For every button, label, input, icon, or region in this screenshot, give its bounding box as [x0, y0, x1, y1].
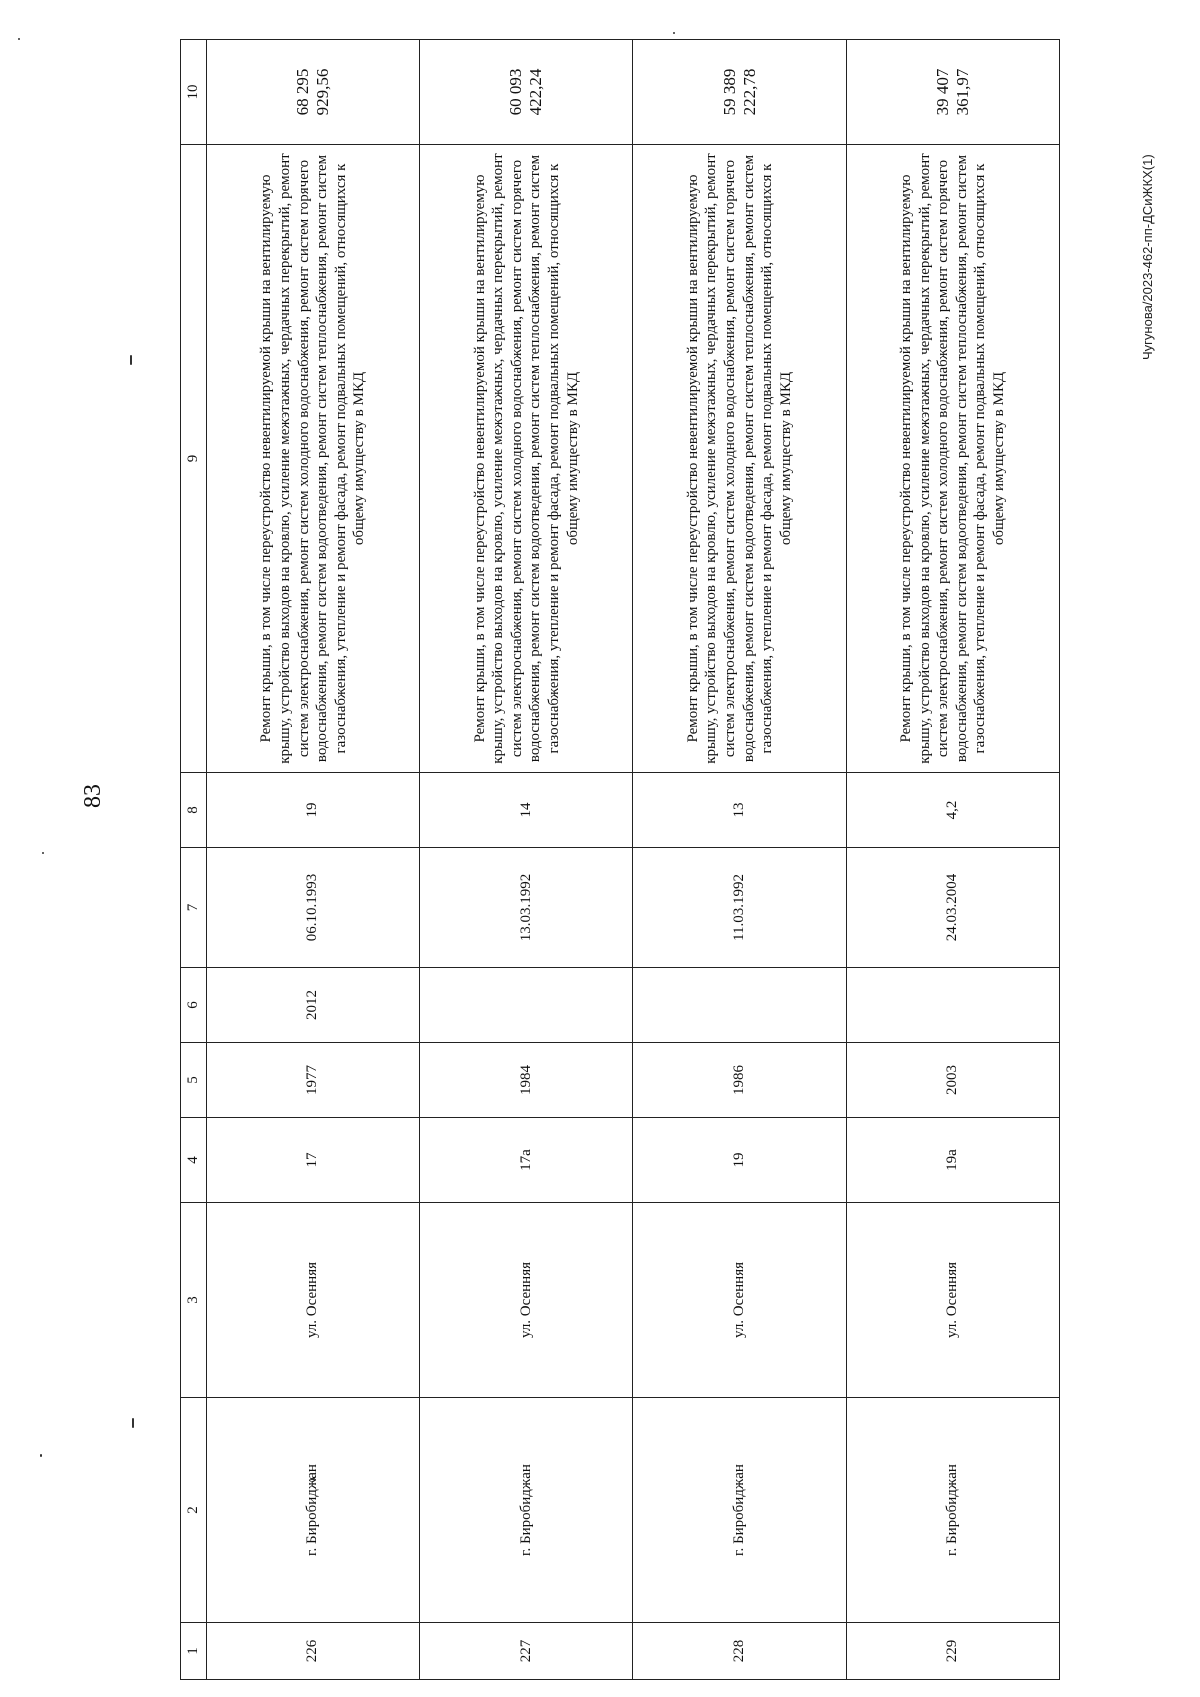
column-8-cell: 14	[420, 773, 633, 848]
column-header: 6	[181, 968, 207, 1043]
street-cell: ул. Осенняя	[846, 1203, 1059, 1398]
house-number-cell: 17а	[420, 1118, 633, 1203]
house-number-cell: 17	[207, 1118, 420, 1203]
table-row	[207, 40, 420, 1680]
row-number: 226	[207, 1623, 420, 1680]
house-number-cell: 19а	[846, 1118, 1059, 1203]
year-built-cell: 2003	[846, 1043, 1059, 1118]
cost-cell: 68 295 929,56	[207, 40, 420, 145]
works-description-cell: Ремонт крыши, в том числе переустройство невентилируемой крыши на вентилируемую крышу, устройство выходов на кровлю, усиление межэтажных, чердачных перекрытий, ремонт систем электроснабжения, ремонт систем холодного водоснабжения, ремонт систем горячего водоснабжения, ремонт систем водоотведения, ремонт систем теплоснабжения, ремонт систем газоснабжения, утепление и ремонт фасада, ремонт подвальных помещений, относящихся к общему имуществу в МКД	[420, 145, 633, 773]
scan-speck	[40, 1454, 42, 1457]
table-row	[846, 40, 1059, 1680]
scan-speck	[132, 1418, 134, 1428]
city-cell: г. Биробиджан	[633, 1398, 846, 1623]
street-cell: ул. Осенняя	[633, 1203, 846, 1398]
document-code: Чугунова/2023-462-пп-ДСиЖКХ(1)	[1140, 154, 1155, 360]
city-cell: г. Биробиджан	[420, 1398, 633, 1623]
cost-cell: 39 407 361,97	[846, 40, 1059, 145]
city-cell: г. Биробиджан	[846, 1398, 1059, 1623]
cost-cell: 59 389 222,78	[633, 40, 846, 145]
header-row	[181, 40, 207, 1680]
year-built-cell: 1977	[207, 1043, 420, 1118]
column-8-cell: 4,2	[846, 773, 1059, 848]
scan-speck	[673, 32, 675, 34]
column-header: 9	[181, 145, 207, 773]
table-row	[633, 40, 846, 1680]
date-cell: 13.03.1992	[420, 848, 633, 968]
column-header: 10	[181, 40, 207, 145]
rotated-table-wrapper	[180, 40, 1060, 1680]
column-header: 3	[181, 1203, 207, 1398]
date-cell: 11.03.1992	[633, 848, 846, 968]
column-6-cell	[633, 968, 846, 1043]
column-8-cell: 13	[633, 773, 846, 848]
works-description-cell: Ремонт крыши, в том числе переустройство невентилируемой крыши на вентилируемую крышу, устройство выходов на кровлю, усиление межэтажных, чердачных перекрытий, ремонт систем электроснабжения, ремонт систем холодного водоснабжения, ремонт систем горячего водоснабжения, ремонт систем водоотведения, ремонт систем теплоснабжения, ремонт систем газоснабжения, утепление и ремонт фасада, ремонт подвальных помещений, относящихся к общему имуществу в МКД	[207, 145, 420, 773]
page-number: 83	[80, 784, 106, 808]
scan-speck	[18, 38, 20, 40]
year-built-cell: 1986	[633, 1043, 846, 1118]
table-row	[420, 40, 633, 1680]
city-cell: г. Биробиджан	[207, 1398, 420, 1623]
column-header: 5	[181, 1043, 207, 1118]
scan-speck	[130, 355, 132, 365]
row-number: 227	[420, 1623, 633, 1680]
street-cell: ул. Осенняя	[207, 1203, 420, 1398]
scan-speck	[42, 852, 44, 854]
cost-cell: 60 093 422,24	[420, 40, 633, 145]
date-cell: 06.10.1993	[207, 848, 420, 968]
column-8-cell: 19	[207, 773, 420, 848]
column-header: 7	[181, 848, 207, 968]
works-description-cell: Ремонт крыши, в том числе переустройство невентилируемой крыши на вентилируемую крышу, устройство выходов на кровлю, усиление межэтажных, чердачных перекрытий, ремонт систем электроснабжения, ремонт систем холодного водоснабжения, ремонт систем горячего водоснабжения, ремонт систем водоотведения, ремонт систем теплоснабжения, ремонт систем газоснабжения, утепление и ремонт фасада, ремонт подвальных помещений, относящихся к общему имуществу в МКД	[633, 145, 846, 773]
row-number: 229	[846, 1623, 1059, 1680]
column-6-cell	[846, 968, 1059, 1043]
date-cell: 24.03.2004	[846, 848, 1059, 968]
column-header: 8	[181, 773, 207, 848]
house-number-cell: 19	[633, 1118, 846, 1203]
column-header: 2	[181, 1398, 207, 1623]
repair-program-table	[180, 39, 1060, 1680]
year-built-cell: 1984	[420, 1043, 633, 1118]
street-cell: ул. Осенняя	[420, 1203, 633, 1398]
column-6-cell	[420, 968, 633, 1043]
column-header: 4	[181, 1118, 207, 1203]
row-number: 228	[633, 1623, 846, 1680]
column-header: 1	[181, 1623, 207, 1680]
works-description-cell: Ремонт крыши, в том числе переустройство невентилируемой крыши на вентилируемую крышу, устройство выходов на кровлю, усиление межэтажных, чердачных перекрытий, ремонт систем электроснабжения, ремонт систем холодного водоснабжения, ремонт систем горячего водоснабжения, ремонт систем водоотведения, ремонт систем теплоснабжения, ремонт систем газоснабжения, утепление и ремонт фасада, ремонт подвальных помещений, относящихся к общему имуществу в МКД	[846, 145, 1059, 773]
column-6-cell: 2012	[207, 968, 420, 1043]
